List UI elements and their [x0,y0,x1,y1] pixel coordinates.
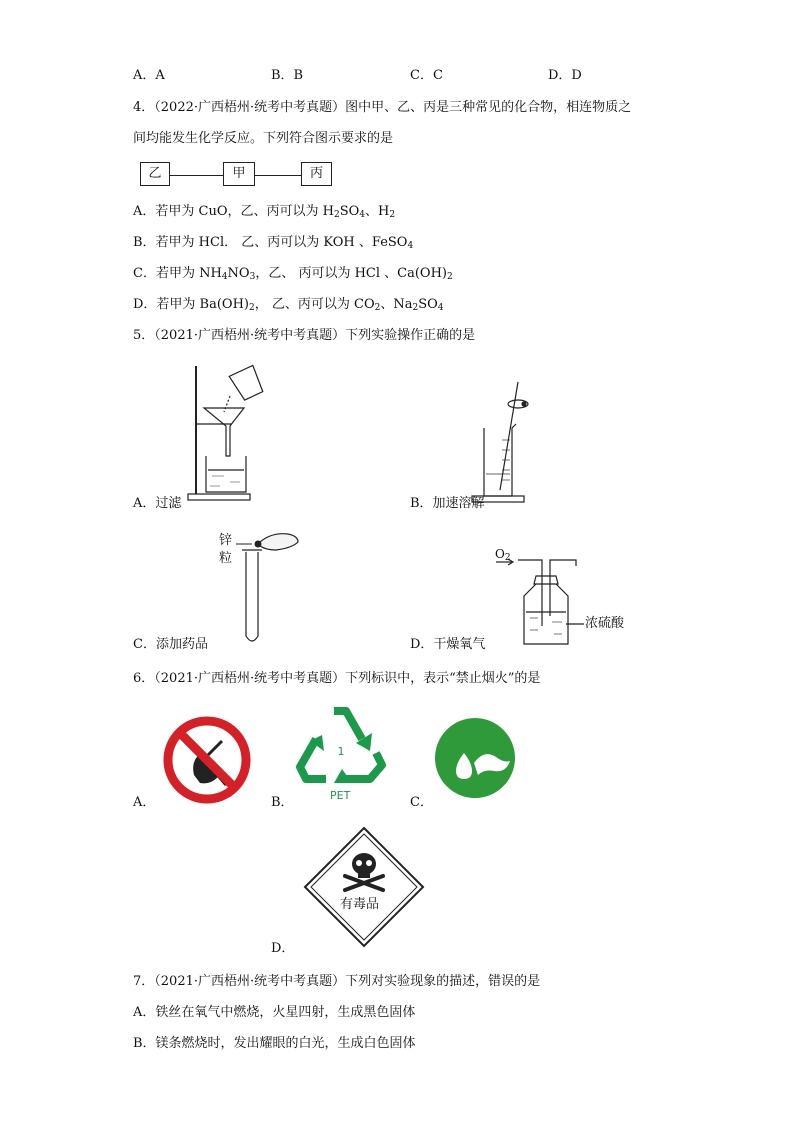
cylinder-stirring-illustration [466,380,536,504]
q7-stem: 7．（2021·广西梧州·统考中考真题）下列对实验现象的描述，错误的是 [133,974,541,989]
toxic-sign-icon [303,826,425,948]
recycle-number: 1 [337,745,345,758]
q6-option-d: D． [271,941,295,956]
q5-option-a: A．过滤 [133,496,182,511]
q7-option-a: A．铁丝在氧气中燃烧，火星四射，生成黑色固体 [133,1005,416,1020]
q4-stem-line1: 4．（2022·广西梧州·统考中考真题）图中甲、乙、丙是三种常见的化合物，相连物质之 [133,100,632,115]
q4-option-b: B．若甲为 HCl． 乙、丙可以为 KOH 、FeSO$_4$ [133,235,414,251]
q5-stem: 5．（2021·广西梧州·统考中考真题）下列实验操作正确的是 [133,328,476,343]
q7-option-b: B．镁条燃烧时，发出耀眼的白光，生成白色固体 [133,1036,416,1051]
q5-option-d: D．干燥氧气 [410,637,486,652]
o2-label: $O_2$ [495,547,511,563]
q6-option-b: B． [271,795,294,810]
q6-option-c: C． [410,795,433,810]
q5-option-b: B．加速溶解 [410,496,485,511]
q4-option-a: A．若甲为 CuO，乙、丙可以为 $H_2SO_4$、$H_2$ [133,204,396,220]
recycle-pet-icon [296,703,386,785]
acid-label: 浓硫酸 [585,616,625,631]
gas-washing-bottle-illustration [496,556,586,648]
q6-stem: 6．（2021·广西梧州·统考中考真题）下列标识中，表示“禁止烟火”的是 [133,671,541,686]
diagram-link-right [254,175,301,176]
diagram-box-jia: 甲 [223,162,255,186]
q5-option-c: C．添加药品 [133,637,208,652]
recycle-code: PET [330,789,351,802]
diagram-link-left [169,175,223,176]
diagram-box-bing: 丙 [301,162,332,186]
q3-option-a: A．A [133,68,165,83]
q6-option-a: A． [133,795,156,810]
q4-option-c: C．若甲为 $NH_4NO_3$，乙、 丙可以为 HCl 、$Ca(OH)_2$ [133,266,453,282]
water-saving-icon [434,717,516,799]
diagram-box-yi: 乙 [140,162,170,186]
q4-option-d: D．若甲为 $Ba(OH)_2$， 乙、丙可以为 $CO_2$、$Na_2SO_4$ [133,297,444,313]
zinc-label-2: 粒 [219,551,233,566]
q3-option-c: C．C [410,68,443,83]
toxic-label: 有毒品 [340,897,380,912]
q4-stem-line2: 间均能发生化学反应。下列符合图示要求的是 [133,131,394,146]
test-tube-zinc-illustration [236,528,302,648]
q3-option-d: D．D [548,68,582,83]
zinc-label-1: 锌 [219,533,233,548]
no-fire-sign-icon [162,715,252,805]
q3-option-b: B．B [271,68,304,83]
filtration-apparatus-illustration [180,362,280,504]
